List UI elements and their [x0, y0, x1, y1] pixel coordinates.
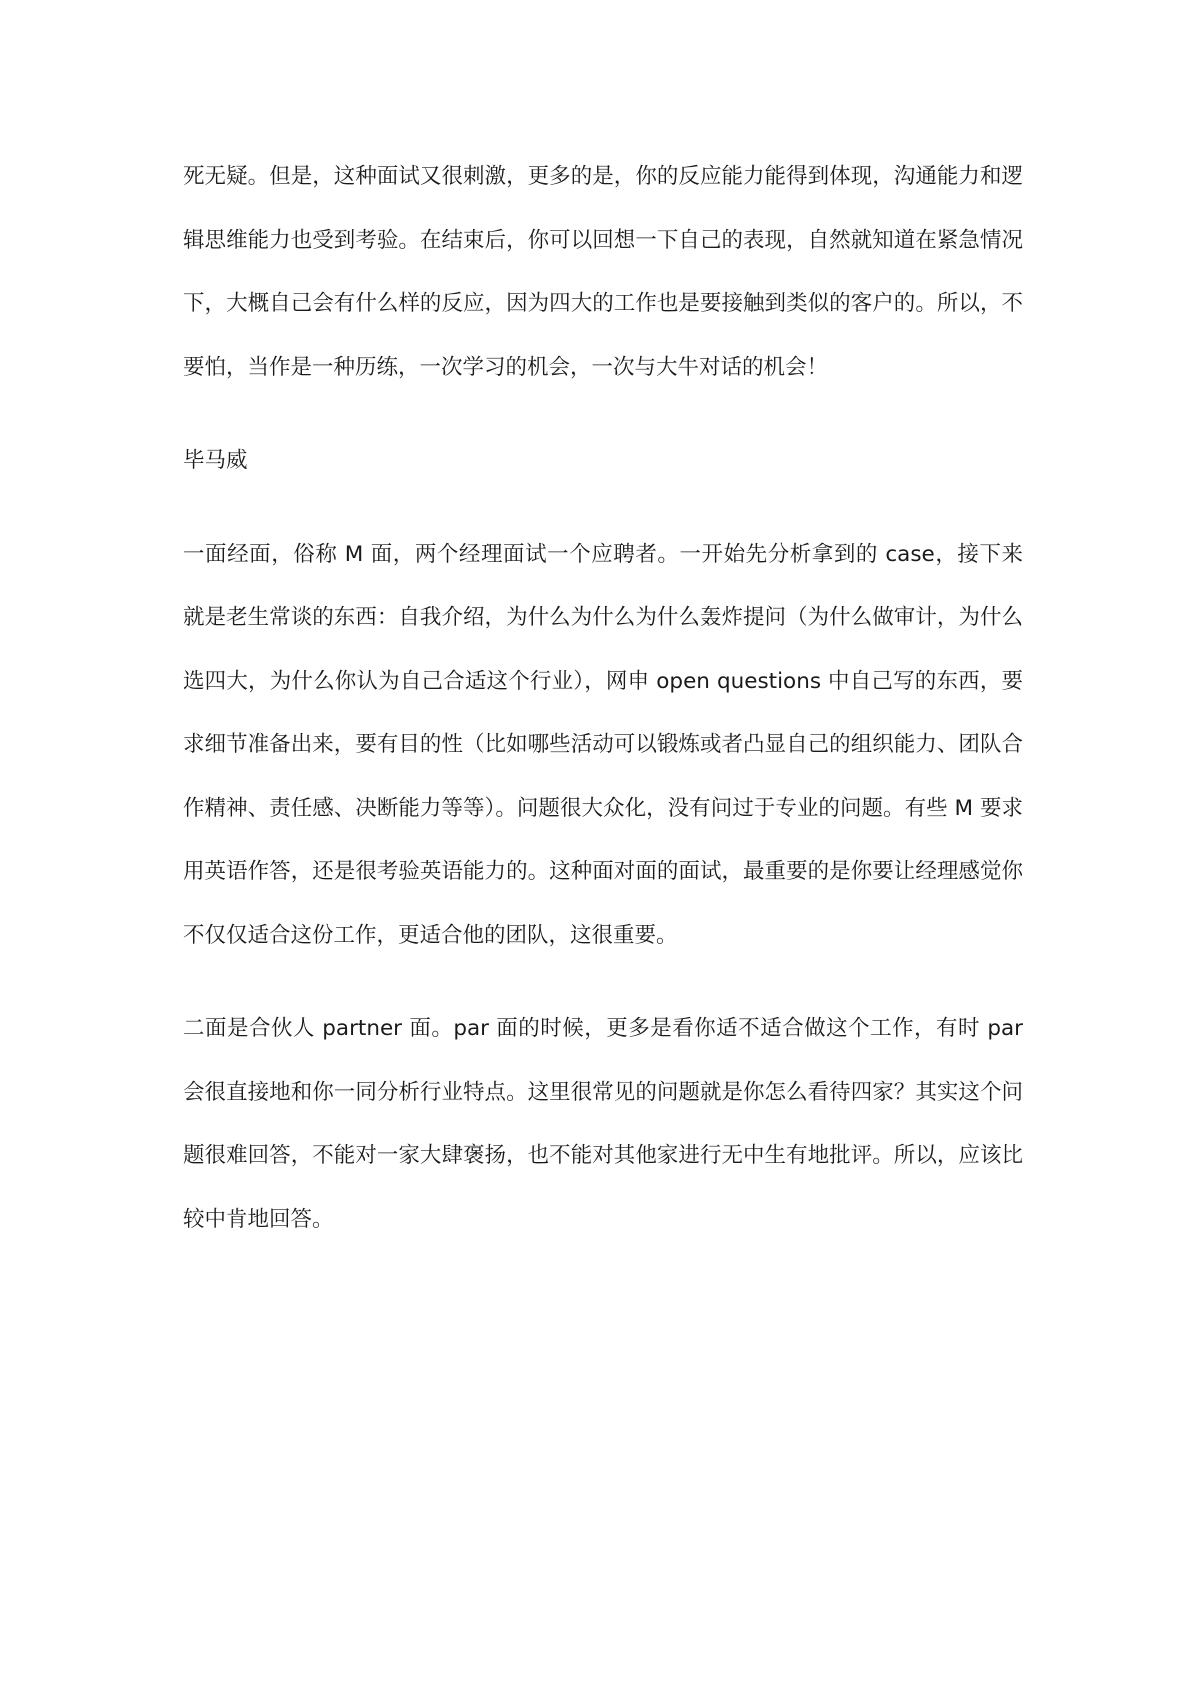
- paragraph-interview-advice: 死无疑。但是，这种面试又很刺激，更多的是，你的反应能力能得到体现，沟通能力和逻辑思维能力也受到考验。在结束后，你可以回想一下自己的表现，自然就知道在紧急情况下，大概自己会有什么样的反应，因为四大的工作也是要接触到类似的客户的。所以，不要怕，当作是一种历练，一次学习的机会，一次与大牛对话的机会！: [183, 164, 1023, 380]
- document-body: [183, 145, 1023, 1281]
- paragraph-first-interview: 一面经面，俗称 M 面，两个经理面试一个应聘者。一开始先分析拿到的 case，接下来就是老生常谈的东西：自我介绍，为什么为什么为什么轰炸提问（为什么做审计，为什么选四大，为什么你认为自己合适这个行业），网申 open questions 中自己写的东西，要求细节准备出来，要有目的性（比如哪些活动可以锻炼或者凸显自己的组织能力、团队合作精神、责任感、决断能力等等）。问题很大众化，没有问过于专业的问题。有些 M 要求用英语作答，还是很考验英语能力的。这种面对面的面试，最重要的是你要让经理感觉你不仅仅适合这份工作，更适合他的团队，这很重要。: [183, 541, 1023, 948]
- paragraph-partner-interview: 二面是合伙人 partner 面。par 面的时候，更多是看你适不适合做这个工作，有时 par 会很直接地和你一同分析行业特点。这里很常见的问题就是你怎么看待四家？其实这个问题很难回答，不能对一家大肆褒扬，也不能对其他家进行无中生有地批评。所以，应该比较中肯地回答。: [183, 1016, 1023, 1232]
- section-heading-kpmg: 毕马威: [183, 448, 248, 473]
